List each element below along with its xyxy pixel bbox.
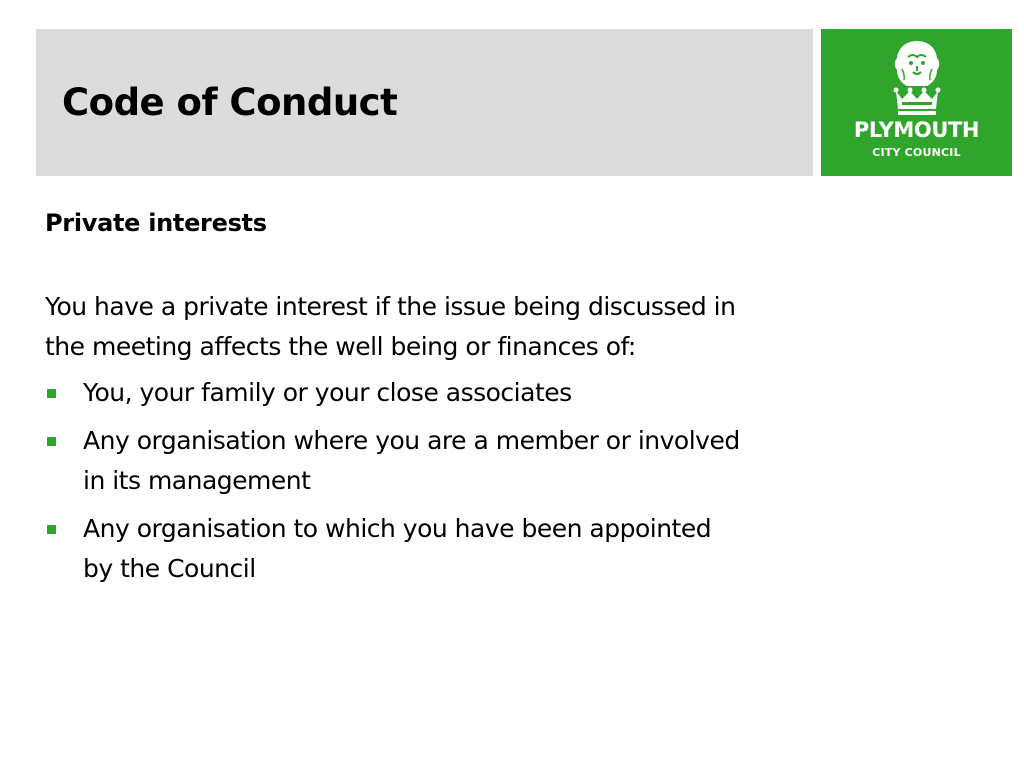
bullet-list: [45, 373, 745, 589]
logo-text-plymouth: PLYMOUTH: [853, 118, 980, 142]
bullet-item: [45, 421, 745, 501]
slide-content: [45, 200, 745, 597]
logo-text-city-council: CITY COUNCIL: [872, 146, 961, 159]
title-bar: [36, 29, 813, 176]
intro-paragraph: You have a private interest if the issue being discussed in the meeting affects the well being or finances of:: [45, 292, 736, 361]
bullet-item: [45, 373, 745, 413]
lion-crown-emblem-icon: [888, 39, 946, 117]
bullet-text: You, your family or your close associates: [83, 378, 572, 407]
square-bullet-icon: [47, 389, 56, 398]
square-bullet-icon: [47, 437, 56, 446]
bullet-text: Any organisation to which you have been appointed by the Council: [83, 514, 712, 583]
bullet-item: [45, 509, 745, 589]
section-heading: Private interests: [45, 209, 267, 237]
slide-title: Code of Conduct: [62, 81, 398, 124]
bullet-text: Any organisation where you are a member or involved in its management: [83, 426, 740, 495]
plymouth-city-council-logo: [821, 29, 1012, 176]
square-bullet-icon: [47, 525, 56, 534]
